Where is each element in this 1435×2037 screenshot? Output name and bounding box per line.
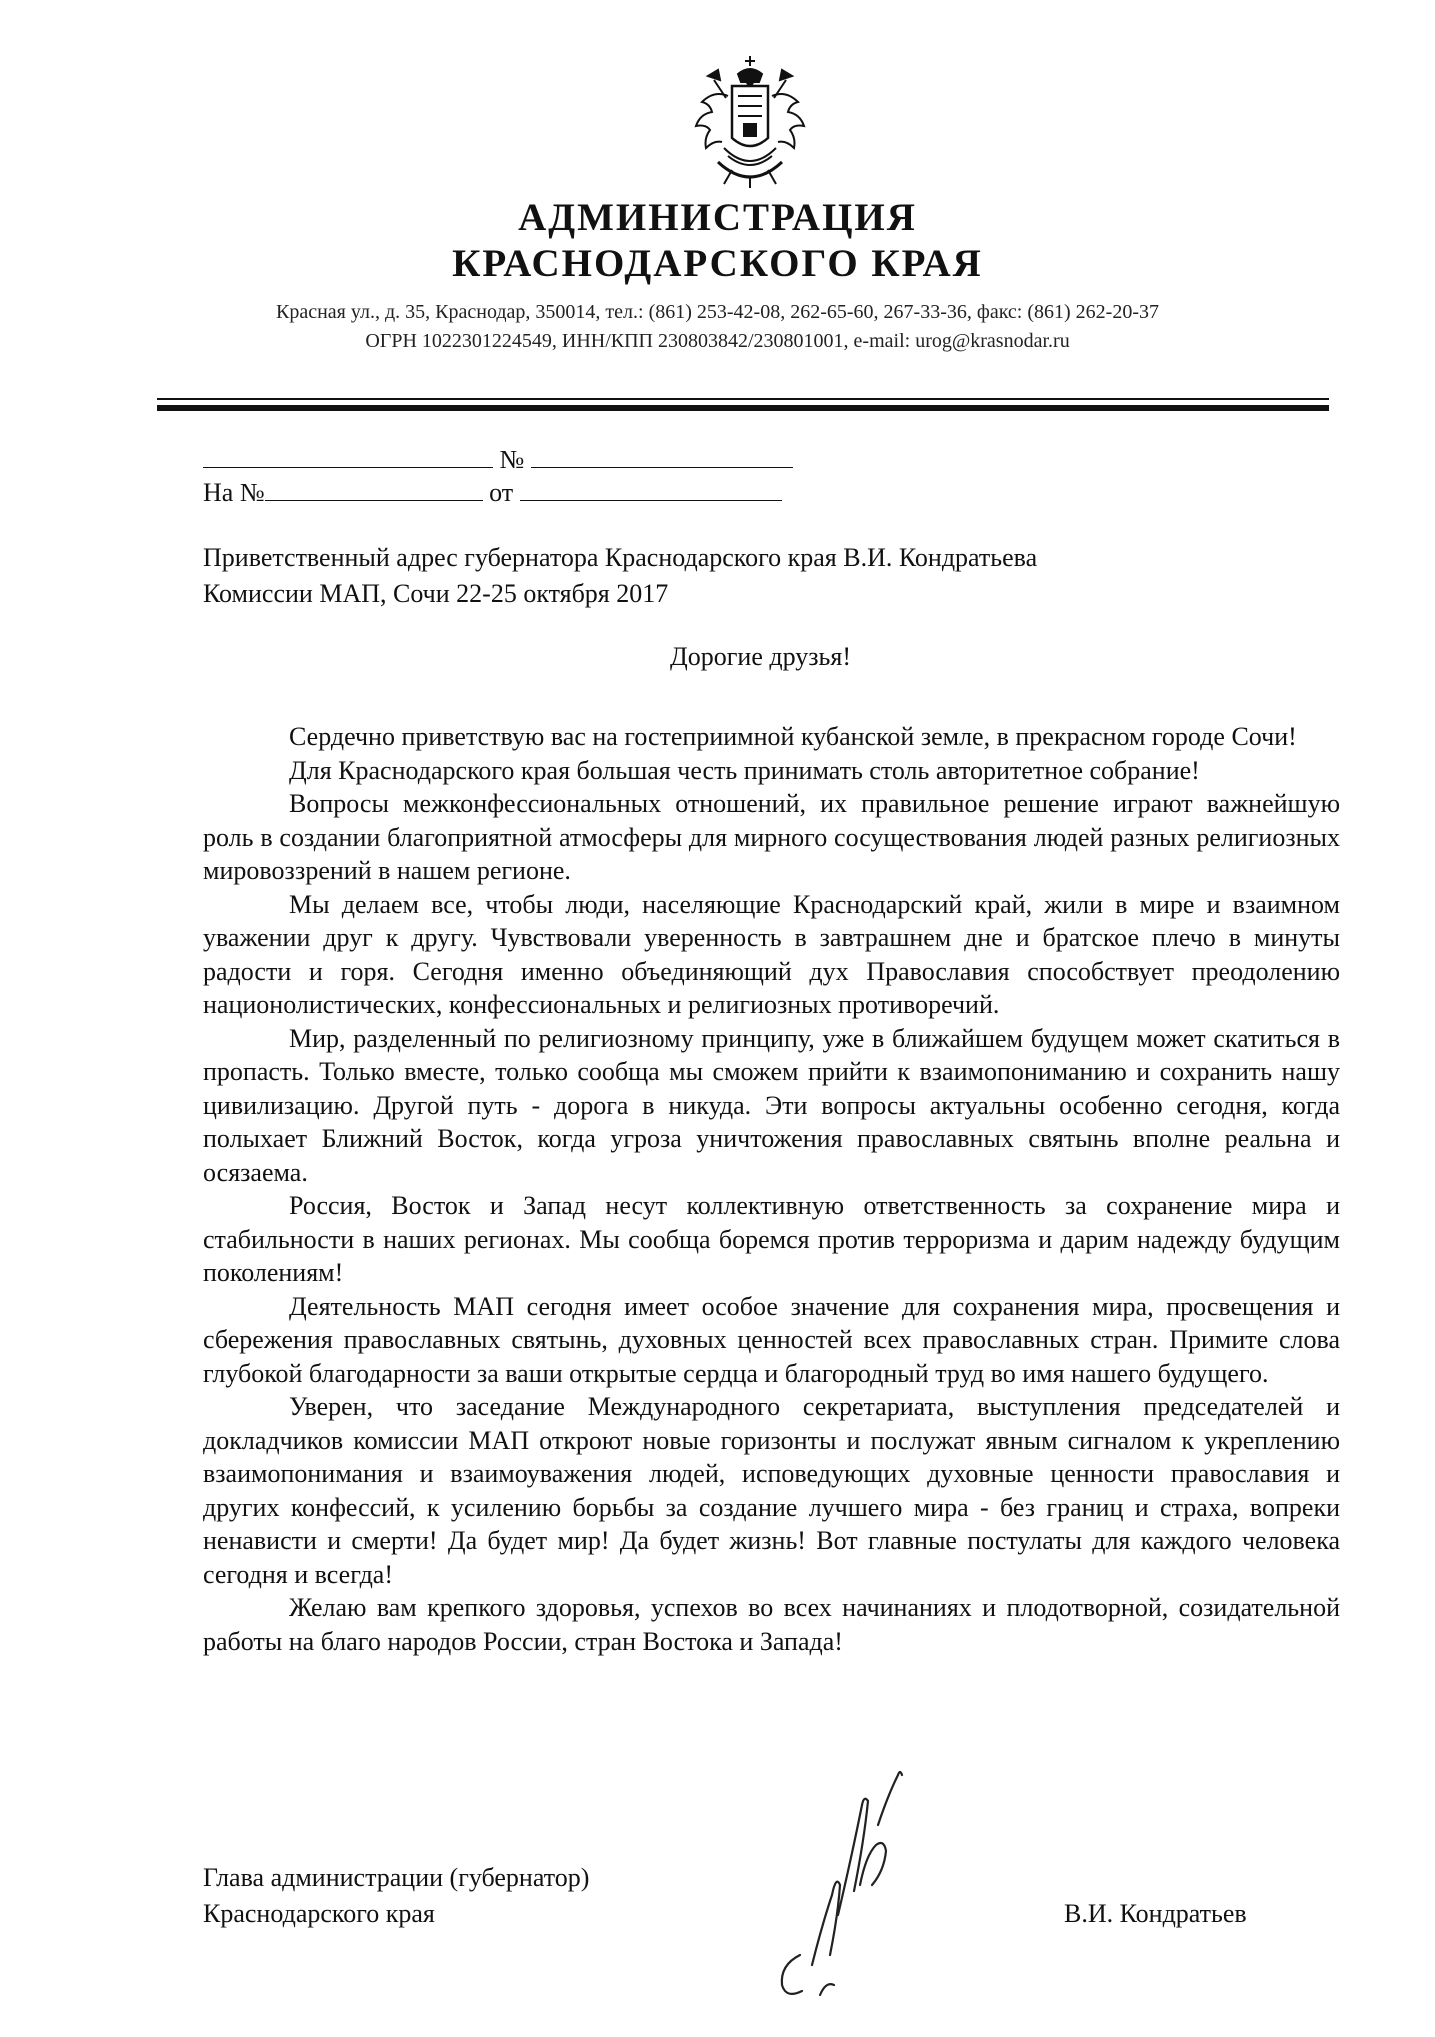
contacts-address-phone: Красная ул., д. 35, Краснодар, 350014, тел.: (861) 253-42-08, 262-65-60, 267-33-36, факс: (861) 262-20-37 — [276, 301, 1159, 323]
organization-name-line2: КРАСНОДАРСКОГО КРАЯ — [452, 242, 983, 285]
signatory-title-line1: Глава администрации (губернатор) — [203, 1863, 590, 1892]
contacts-registration-email: ОГРН 1022301224549, ИНН/КПП 230803842/230801001, e-mail: urog@krasnodar.ru — [365, 330, 1070, 352]
handwritten-signature-icon — [760, 1765, 950, 2015]
outgoing-number-row — [203, 445, 793, 475]
signatory-name: В.И. Кондратьев — [1064, 1899, 1247, 1928]
organization-name-line1: АДМИНИСТРАЦИЯ — [518, 196, 917, 239]
body-paragraph: Желаю вам крепкого здоровья, успехов во всех начинаниях и плодотворной, созидательной работы на благо народов России, стран Востока и Запада! — [203, 1593, 1340, 1656]
signatory-title — [203, 1860, 589, 1932]
signatory-title-line2: Краснодарского края — [203, 1899, 435, 1928]
reply-number-blank — [265, 478, 483, 501]
outgoing-number-blank — [531, 445, 793, 468]
subject-line1: Приветственный адрес губернатора Краснодарского края В.И. Кондратьева — [203, 543, 1038, 572]
header-divider-thin — [157, 398, 1329, 400]
body-paragraph: Деятельность МАП сегодня имеет особое значение для сохранения мира, просвещения и сбережения православных святынь, духовных ценностей всех православных стран. Примите слова глубокой благодарности за ваши открытые сердца и благородный труд во имя нашего будущего. — [203, 1291, 1340, 1388]
letter-subject — [203, 540, 1037, 612]
krasnodar-coat-of-arms-icon — [688, 52, 812, 192]
reply-date-blank — [520, 478, 782, 501]
body-paragraph: Мы делаем все, чтобы люди, населяющие Краснодарский край, жили в мире и взаимном уважении друг к другу. Чувствовали уверенность в завтрашнем дне и братское плечо в минуты радости и горя. Сегодня именно объединяющий дух Православия способствует преодолению национолистических, конфессиональных и религиозных противоречий. — [203, 889, 1340, 1019]
body-paragraph: Мир, разделенный по религиозному принципу, уже в ближайшем будущем может скатиться в пропасть. Только вместе, только сообща мы сможем прийти к взаимопониманию и сохранить нашу цивилизацию. Другой путь - дорога в никуда. Эти вопросы актуальны особенно сегодня, когда полыхает Ближний Восток, когда угроза уничтожения православных святынь вполне реальна и осязаема. — [203, 1023, 1340, 1187]
from-label: от — [489, 478, 514, 507]
header-divider-thick — [157, 405, 1329, 411]
reply-label: На № — [203, 478, 265, 507]
body-paragraph: Вопросы межконфессиональных отношений, их правильное решение играют важнейшую роль в создании благоприятной атмосферы для мирного сосуществования людей разных религиозных мировоззрений в нашем регионе. — [203, 789, 1340, 885]
body-paragraph: Уверен, что заседание Международного секретариата, выступления председателей и докладчиков комиссии МАП откроют новые горизонты и послужат явным сигналом к укреплению взаимопонимания и взаимоуважения людей, исповедующих духовные ценности православия и других конфессий, к усилению борьбы за создание лучшего мира - без границ и страха, вопреки ненависти и смерти! Да будет мир! Да будет жизнь! Вот главные постулаты для каждого человека сегодня и всегда! — [203, 1392, 1340, 1589]
body-paragraph: Россия, Восток и Запад несут коллективную ответственность за сохранение мира и стабильности в наших регионах. Мы сообща боремся против терроризма и дарим надежду будущим поколениям! — [203, 1191, 1340, 1287]
body-paragraph: Для Краснодарского края большая честь принимать столь авторитетное собрание! — [289, 755, 1200, 785]
number-label: № — [499, 445, 525, 474]
letter-body — [203, 720, 1340, 1658]
body-paragraph: Сердечно приветствую вас на гостеприимной кубанской земле, в прекрасном городе Сочи! — [289, 722, 1297, 751]
reply-number-row — [203, 478, 782, 508]
outgoing-date-blank — [203, 445, 493, 468]
greeting: Дорогие друзья! — [670, 642, 851, 671]
subject-line2: Комиссии МАП, Сочи 22-25 октября 2017 — [203, 579, 669, 608]
